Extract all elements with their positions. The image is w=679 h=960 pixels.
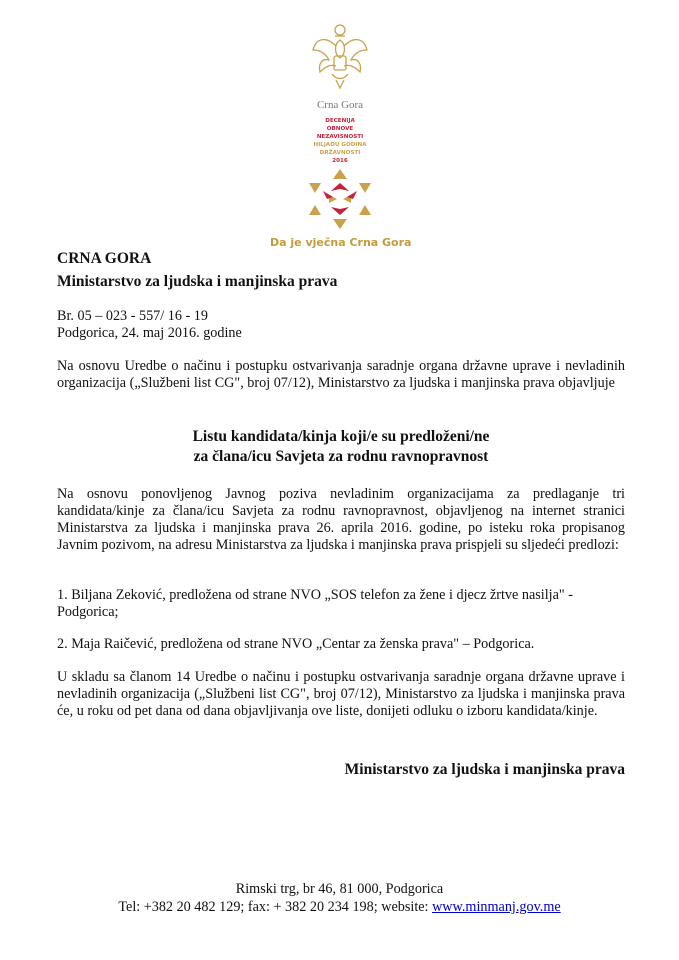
closing-paragraph: U skladu sa članom 14 Uredbe o načinu i postupku ostvarivanja saradnje organa državne uprave i nevladinih organizacija („Službeni list CG", broj 07/12), Ministarstvo za ljudska i manjinska prava će, u roku od pet dana od dana objavljivanja ove liste, donijeti odluku o izboru kandidata/kinje. <box>57 669 625 719</box>
jubilee-line: DRŽAVNOSTI <box>319 150 361 156</box>
candidate-item: 2. Maja Raičević, predložena od strane NVO „Centar za ženska prava" – Podgorica. <box>57 636 535 652</box>
jubilee-line: OBNOVE <box>326 126 354 132</box>
document-title <box>57 427 625 467</box>
logo <box>270 22 412 249</box>
footer <box>0 880 679 916</box>
footer-address: Rimski trg, br 46, 81 000, Podgorica <box>235 881 444 897</box>
jubilee-line: 2016 <box>332 158 348 164</box>
jubilee-line: DECENIJA <box>325 118 355 124</box>
candidate-item: 1. Biljana Zeković, predložena od strane NVO „SOS telefon za žene i djecz žrtve nasilja" - Podgorica; <box>57 587 573 620</box>
header-ministry: Ministarstvo za ljudska i manjinska prava <box>57 273 338 290</box>
logo-country: Crna Gora <box>316 99 364 111</box>
title-line-1: Listu kandidata/kinja koji/e su predloženi/ne <box>192 428 490 445</box>
title-line-2: za člana/icu Savjeta za rodnu ravnopravnost <box>193 448 489 465</box>
place-date: Podgorica, 24. maj 2016. godine <box>57 325 242 341</box>
reference-number: Br. 05 – 023 - 557/ 16 - 19 <box>57 308 208 324</box>
jubilee-line: NEZAVISNOSTI <box>316 134 364 140</box>
body-paragraph: Na osnovu ponovljenog Javnog poziva nevladinim organizacijama za predlaganje tri kandidata/kinje za člana/icu Savjeta za rodnu ravnopravnost, objavljenog na internet stranici Ministarstva za ljudska i manjinska prava 26. aprila 2016. godine, po isteku roka propisanog Javnim pozivom, na adresu Ministarstva za ljudska i manjinska prava prispjeli su sljedeći predlozi: <box>57 486 625 553</box>
coat-of-arms-icon <box>310 22 370 92</box>
jubilee-line: HILJADU GODINA <box>313 142 367 148</box>
intro-paragraph: Na osnovu Uredbe o načinu i postupku ostvarivanja saradnje organa državne uprave i nevladinih organizacija („Službeni list CG", broj 07/12), Ministarstvo za ljudska i manjinska prava objavljuje <box>57 358 625 391</box>
footer-contact: Tel: +382 20 482 129; fax: + 382 20 234 198; website: <box>118 899 433 915</box>
website-link[interactable]: www.minmanj.gov.me <box>432 899 561 915</box>
header-country: CRNA GORA <box>57 250 152 267</box>
logo-motto: Da je vječna Crna Gora <box>270 236 412 249</box>
jubilee-emblem-icon <box>309 169 371 229</box>
signature: Ministarstvo za ljudska i manjinska prava <box>344 761 625 778</box>
